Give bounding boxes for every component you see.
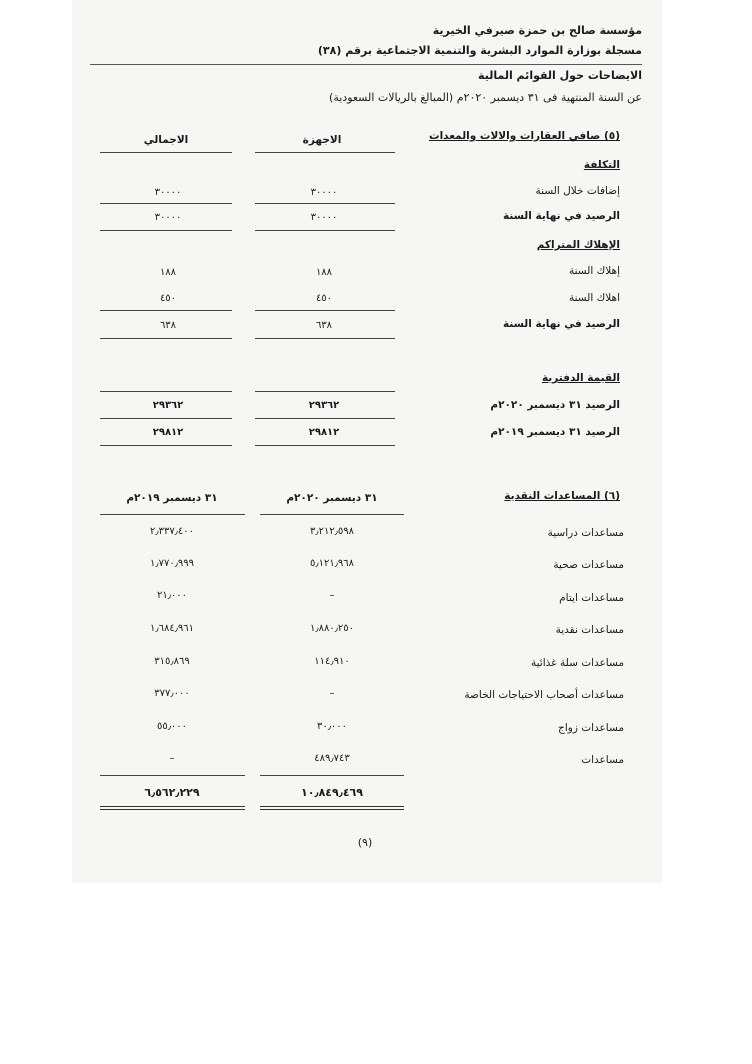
cost-row-equipment: ٣٠٠٠٠: [310, 187, 338, 198]
aid-row-2020: ١١٤٫٩١٠: [314, 656, 350, 667]
cost-heading: التكلفة: [583, 159, 620, 171]
book-top-line: [255, 391, 395, 392]
cost-total-line: [100, 230, 232, 231]
aid-row-2019: ٢٫٣٣٧٫٤٠٠: [149, 526, 195, 537]
aid-total-2019: ٦٫٥٦٢٫٢٢٩: [144, 786, 200, 799]
aid-subtotal-line: [260, 775, 404, 776]
dep-subtotal-line: [100, 310, 232, 311]
aid-total-2020: ١٠٫٨٤٩٫٤٦٩: [301, 786, 363, 799]
cost-row-total: ٣٠٠٠٠: [154, 187, 182, 198]
cost-row-equipment: ٣٠٠٠٠: [310, 212, 338, 223]
col-total: الاجمالي: [143, 134, 189, 146]
header-divider: [90, 64, 642, 65]
aid-row-2020: ٣٫٢١٢٫٥٩٨: [309, 526, 355, 537]
aid-row-2019: ٣١٥٫٨٦٩: [154, 656, 190, 667]
aid-row-2020: ٥٫١٢١٫٩٦٨: [309, 558, 355, 569]
dep-row-equipment: ٦٣٨: [315, 320, 333, 331]
aid-row-2020: ٤٨٩٫٧٤٣: [314, 753, 350, 764]
aid-row-2019: –: [169, 753, 175, 764]
aid-row-label: مساعدات دراسية: [547, 527, 624, 539]
dep-row-total: ٤٥٠: [159, 293, 177, 304]
dep-total-line: [100, 338, 232, 339]
dep-subtotal-line: [255, 310, 395, 311]
aid-row-2020: –: [329, 688, 335, 699]
dep-row-equipment: ٤٥٠: [315, 293, 333, 304]
aid-row-label: مساعدات ايتام: [559, 592, 624, 604]
cost-subtotal-line: [255, 203, 395, 204]
registration-line: مسجلة بوزارة الموارد البشرية والتنمية الاجتماعية برقم (٣٨): [317, 44, 642, 57]
col-2019-line: [100, 514, 245, 515]
col-2020-line: [260, 514, 404, 515]
dep-row-equipment: ١٨٨: [315, 267, 333, 278]
book-mid-line: [255, 418, 395, 419]
col-equipment: الاجهزة: [302, 134, 342, 146]
aid-row-label: مساعدات سلة غذائية: [531, 657, 624, 669]
cost-subtotal-line: [100, 203, 232, 204]
aid-row-2020: ٣٠٫٠٠٠: [316, 721, 348, 732]
aid-row-2020: –: [329, 590, 335, 601]
note6-title: (٦) المساعدات النقدية: [504, 490, 620, 502]
book-mid-line: [100, 418, 232, 419]
org-name: مؤسسة صالح بن حمزة صيرفي الخيرية: [432, 24, 642, 37]
note5-title: (٥) صافي العقارات والالات والمعدات: [429, 130, 620, 142]
dep-total-line: [255, 338, 395, 339]
book-row-label: الرصيد ٣١ ديسمبر ٢٠٢٠م: [490, 399, 620, 411]
col-equipment-line: [255, 152, 395, 153]
col-2019: ٣١ ديسمبر ٢٠١٩م: [126, 492, 218, 504]
cost-row-label: الرصيد في نهاية السنة: [502, 210, 620, 222]
book-row-total: ٢٩٣٦٢: [152, 400, 184, 411]
dep-row-label: اهلاك السنة: [569, 292, 620, 304]
aid-row-2020: ١٫٨٨٠٫٢٥٠: [309, 623, 355, 634]
aid-row-label: مساعدات نقدية: [555, 624, 624, 636]
aid-row-2019: ١٫٧٧٠٫٩٩٩: [149, 558, 195, 569]
dep-row-label: الرصيد في نهاية السنة: [502, 318, 620, 330]
aid-row-label: مساعدات صحية: [553, 559, 624, 571]
aid-row-2019: ٥٥٫٠٠٠: [156, 721, 188, 732]
book-bottom-line: [100, 445, 232, 446]
aid-total-double-line: [260, 806, 404, 810]
page-number: (٩): [357, 836, 373, 849]
aid-row-label: مساعدات: [581, 754, 624, 766]
aid-row-label: مساعدات زواج: [558, 722, 624, 734]
book-row-equipment: ٢٩٣٦٢: [308, 400, 340, 411]
aid-row-2019: ٣٧٧٫٠٠٠: [154, 688, 190, 699]
period-line: عن السنة المنتهية فى ٣١ ديسمبر ٢٠٢٠م (المبالغ بالريالات السعودية): [329, 91, 642, 104]
book-heading: القيمة الدفترية: [541, 372, 620, 384]
book-row-total: ٢٩٨١٢: [152, 427, 184, 438]
aid-row-2019: ٢١٫٠٠٠: [156, 590, 188, 601]
book-row-equipment: ٢٩٨١٢: [308, 427, 340, 438]
aid-total-double-line: [100, 806, 245, 810]
notes-title: الايضاحات حول القوائم المالية: [478, 69, 642, 82]
dep-row-total: ١٨٨: [159, 267, 177, 278]
aid-row-2019: ١٫٦٨٤٫٩٦١: [149, 623, 195, 634]
dep-row-total: ٦٣٨: [159, 320, 177, 331]
aid-row-label: مساعدات أصحاب الاحتياجات الخاصة: [464, 689, 624, 701]
book-bottom-line: [255, 445, 395, 446]
cost-row-total: ٣٠٠٠٠: [154, 212, 182, 223]
dep-row-label: إهلاك السنة: [569, 265, 620, 277]
cost-row-label: إضافات خلال السنة: [535, 185, 620, 197]
col-2020: ٣١ ديسمبر ٢٠٢٠م: [286, 492, 378, 504]
col-total-line: [100, 152, 232, 153]
book-top-line: [100, 391, 232, 392]
dep-heading: الإهلاك المتراكم: [536, 239, 620, 251]
book-row-label: الرصيد ٣١ ديسمبر ٢٠١٩م: [490, 426, 620, 438]
aid-subtotal-line: [100, 775, 245, 776]
cost-total-line: [255, 230, 395, 231]
